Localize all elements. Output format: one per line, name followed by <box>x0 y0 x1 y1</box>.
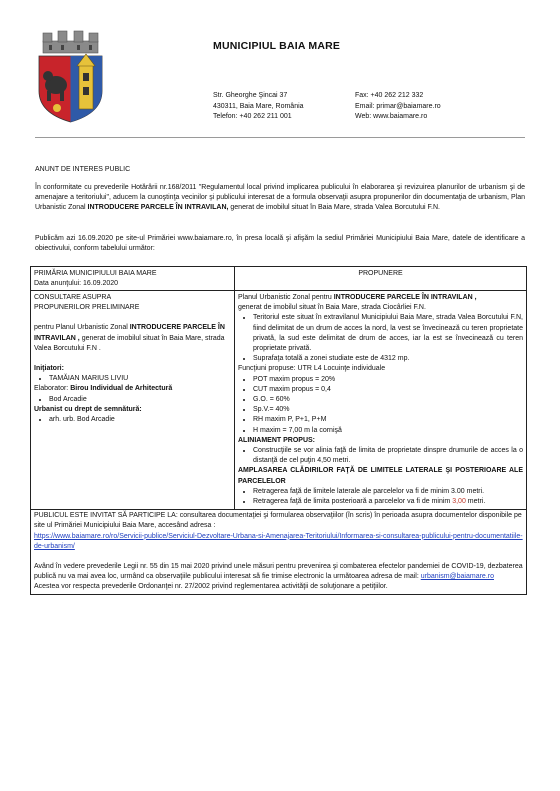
rh-indicator: • RH maxim P, P+1, P+M <box>253 415 523 425</box>
initiators-list <box>34 374 231 384</box>
project-details-table <box>30 266 527 595</box>
plan-description <box>34 323 231 354</box>
elaborator-person: • Bod Arcadie <box>49 395 231 405</box>
consultation-title-2: PROPUNERILOR PRELIMINARE <box>34 304 140 312</box>
table-header-row <box>31 267 527 291</box>
total-area: • Suprafaţa totală a zonei studiate este de 4312 mp. <box>253 354 523 364</box>
phone-number: Telefon: +40 262 211 001 <box>213 113 292 120</box>
authority-cell <box>31 267 235 291</box>
plan-name: INTRODUCERE PARCELE ÎN INTRAVILAN , <box>34 324 225 342</box>
covid-notice <box>34 562 523 582</box>
plan-text: pentru Planul Urbanistic Zonal <box>34 324 130 332</box>
public-participation-cell <box>31 509 527 594</box>
alignment-rule: • Construcţiile se vor alinia faţă de limita de proprietate dinspre drumurile de acces la o distanţă de cel puţin 4,50 metri. <box>253 446 523 466</box>
announcement-date: Data anunţului: 16.09.2020 <box>34 279 119 287</box>
initiator-item: • TAMĂIAN MARIUS LIVIU <box>49 374 231 384</box>
public-participation-row <box>31 509 527 594</box>
proposal-generated-by: generat de imobilul situat în Baia Mare, strada Ciocârliei F.N. <box>238 304 426 312</box>
rear-setback <box>253 497 523 507</box>
website-address[interactable]: Web: www.baiamare.ro <box>355 113 428 120</box>
setback-list <box>238 487 523 507</box>
elaborator-list <box>34 395 231 405</box>
authority-name: PRIMĂRIA MUNICIPIULUI BAIA MARE <box>34 269 157 277</box>
height-indicator: • H maxim = 7,00 m la cornişă <box>253 426 523 436</box>
address-block <box>213 91 304 123</box>
street-address: Str. Gheorghe Şincai 37 <box>213 92 288 99</box>
rear-setback-text: Retragerea faţă de limita posterioară a parcelelor va fi de minim <box>253 497 453 505</box>
proposed-functions: Funcţiuni propuse: UTR L4 Locuinţe individuale <box>238 365 386 373</box>
municipality-title: MUNICIPIUL BAIA MARE <box>213 40 341 52</box>
announcement-text: În conformitate cu prevederile Hotărârii nr.168/2011 "Regulamentul local privind implicarea publicului în elaborarea şi revizuirea planurilor de urbanism şi de amenajare a teritoriului", aducem la cunoştinţa vecinilor şi publicului interesat de a formula observaţii asupra propunerilor din documentaţia de urbanism, Plan Urbanistic Zonal <box>35 184 525 212</box>
covid-notice-text: Având în vedere prevederile Legii nr. 55 din 15 mai 2020 privind unele măsuri pentru prevenirea şi combaterea efectelor pandemiei de COVID-19, dezbaterea publică nu va mai avea loc, urmând ca observaţiile publicului interesat să fie trimise electronic la următoarea adresa de mail: <box>34 562 523 581</box>
placement-heading: AMPLASAREA CLĂDIRILOR FAŢĂ DE LIMITELE LATERALE ŞI POSTERIOARE ALE PARCELELOR <box>238 467 523 485</box>
proposal-header: PROPUNERE <box>235 267 527 291</box>
urbanist-label: Urbanist cu drept de semnătură: <box>34 405 142 413</box>
email-address[interactable]: Email: primar@baiamare.ro <box>355 102 441 110</box>
petition-notice: Acestea vor respecta prevederile Ordonanţei nr. 27/2002 privind reglementarea activităţii de soluţionare a petiţiilor. <box>34 583 388 591</box>
consultation-cell <box>31 291 235 509</box>
announcement-paragraph-2: Publicăm azi 16.09.2020 pe site-ul Primăriei www.baiamare.ro, în presa locală şi afişăm la sediul Primăriei Municipiului Baia Mare, datele de identificare a obiectivului, conform tabelului următor: <box>35 235 525 253</box>
project-location: generat de imobilul situat în Baia Mare, strada Valea Borcutului F.N. <box>228 204 440 212</box>
participation-invite: PUBLICUL ESTE INVITAT SĂ PARTICIPE LA: consultarea documentaţiei şi formularea observaţiilor (în scris) în perioada asupra documentelor disponibile pe site ul Primăriei Municipiului Baia Mare, accesând adresa : <box>34 512 522 530</box>
fax-number: Fax: +40 262 212 332 <box>355 92 424 99</box>
alignment-list <box>238 446 523 466</box>
header-divider <box>35 137 525 138</box>
urbanism-email-link[interactable]: urbanism@baiamare.ro <box>420 573 494 581</box>
rear-setback-unit: metri. <box>465 497 486 505</box>
proposal-plan-name: INTRODUCERE PARCELE ÎN INTRAVILAN , <box>333 293 477 301</box>
lateral-setback: • Retragerea faţă de limitele laterale ale parcelelor va fi de minim 3.00 metri. <box>253 487 523 497</box>
proposal-plan-text: Planul Urbanistic Zonal pentru <box>238 293 334 301</box>
consultation-title-1: CONSULTARE ASUPRA <box>34 293 112 301</box>
territory-description: • Teritoriul este situat în extravilanul Municipiului Baia Mare, strada Valea Borcutului F.N, fiind delimitat de un drum de acces la nord, la vest se învecinează cu teren proprietate privată, la sud este delimitat de drum de acces, iar la est se învecinează cu teren proprietate privată. <box>253 313 523 354</box>
proposal-cell <box>235 291 527 509</box>
initiators-label: Iniţiatori: <box>34 364 64 372</box>
proposal-plan <box>238 293 523 303</box>
announcement-paragraph-1 <box>35 183 525 214</box>
go-indicator: • G.O. = 60% <box>253 395 523 405</box>
proposal-site-list <box>238 313 523 364</box>
table-body-row <box>31 291 527 509</box>
plan-location: generat de imobilul situat în Baia Mare, strada Valea Borcutului F.N . <box>34 334 225 352</box>
spv-indicator: • Sp.V.= 40% <box>253 405 523 415</box>
alignment-heading: ALINIAMENT PROPUS: <box>238 436 315 444</box>
urbanist-list <box>34 415 231 425</box>
urban-indicators-list <box>238 375 523 436</box>
elaborator-line <box>34 384 231 394</box>
cut-indicator: • CUT maxim propus = 0,4 <box>253 385 523 395</box>
elaborator-label: Elaborator: <box>34 385 71 393</box>
pot-indicator: • POT maxim propus = 20% <box>253 375 523 385</box>
documentation-link[interactable]: https://www.baiamare.ro/ro/Servicii-publice/Serviciul-Dezvoltare-Urbana-si-Amenajarea-Teritoriului/Informarea-si-consultarea-publicului-pentru-documentatiile-de-urbanism/ <box>34 532 523 550</box>
announcement-heading: ANUNT DE INTERES PUBLIC <box>35 166 131 173</box>
contact-block <box>355 91 441 123</box>
project-name: INTRODUCERE PARCELE ÎN INTRAVILAN, <box>87 204 229 212</box>
rear-setback-value: 3,00 <box>452 497 466 505</box>
postal-address: 430311, Baia Mare, România <box>213 102 304 110</box>
elaborator-name: Birou Individual de Arhitectură <box>70 385 173 393</box>
urbanist-name: • arh. urb. Bod Arcadie <box>49 415 231 425</box>
municipal-coat-of-arms <box>33 29 108 124</box>
